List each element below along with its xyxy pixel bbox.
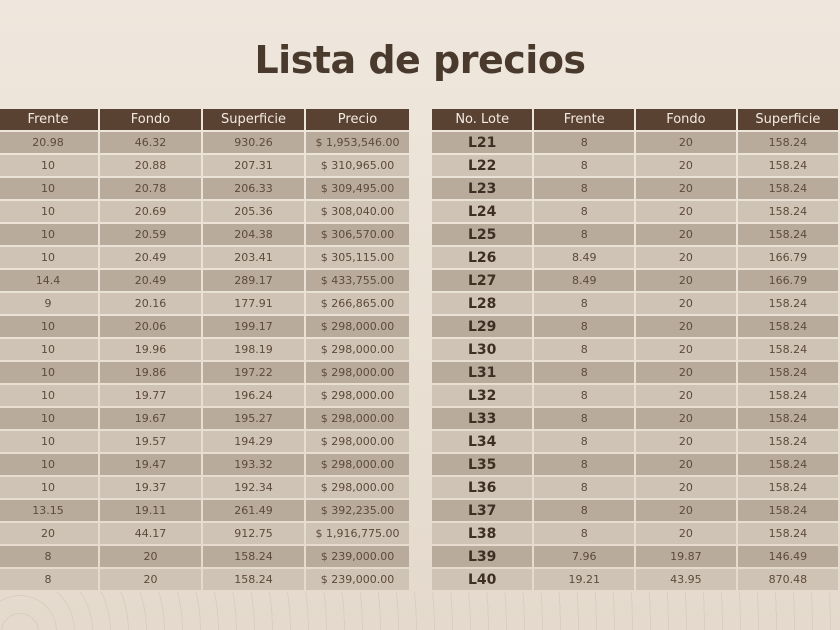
table-cell: 912.75: [203, 523, 304, 544]
table-cell: 8: [534, 293, 634, 314]
table-cell: 20.88: [100, 155, 201, 176]
table-cell: $ 298,000.00: [306, 431, 409, 452]
table-cell: 13.15: [0, 500, 98, 521]
table-cell: 19.11: [100, 500, 201, 521]
table-cell: 20.78: [100, 178, 201, 199]
table-cell: 166.79: [738, 270, 838, 291]
table-cell: 20.49: [100, 247, 201, 268]
table-row: [0, 454, 409, 475]
page-title: Lista de precios: [254, 38, 586, 82]
table-cell: 8: [534, 132, 634, 153]
table-cell: 8.49: [534, 270, 634, 291]
table-cell: 14.4: [0, 270, 98, 291]
table-cell: 10: [0, 316, 98, 337]
table-cell: L40: [432, 569, 532, 590]
table-cell: 158.24: [738, 293, 838, 314]
table-row: [0, 431, 409, 452]
table-row: [0, 132, 409, 153]
table-row: [0, 546, 409, 567]
table-row: [432, 224, 838, 245]
table-cell: 20: [636, 293, 736, 314]
table-cell: $ 239,000.00: [306, 546, 409, 567]
table-cell: 20: [636, 431, 736, 452]
table-cell: 158.24: [738, 339, 838, 360]
table-cell: L33: [432, 408, 532, 429]
table-cell: 10: [0, 431, 98, 452]
table-cell: 158.24: [203, 546, 304, 567]
table-cell: 203.41: [203, 247, 304, 268]
table-cell: 158.24: [738, 201, 838, 222]
table-cell: 20: [636, 385, 736, 406]
table-cell: L39: [432, 546, 532, 567]
table-cell: L32: [432, 385, 532, 406]
column-header-fondo: Fondo: [636, 109, 736, 130]
table-cell: L22: [432, 155, 532, 176]
table-cell: 166.79: [738, 247, 838, 268]
table-cell: 8: [534, 224, 634, 245]
table-cell: 19.67: [100, 408, 201, 429]
table-cell: 19.87: [636, 546, 736, 567]
table-cell: 8: [534, 408, 634, 429]
table-cell: 19.21: [534, 569, 634, 590]
table-cell: L21: [432, 132, 532, 153]
table-cell: 930.26: [203, 132, 304, 153]
table-row: [0, 500, 409, 521]
table-row: [0, 178, 409, 199]
table-cell: $ 298,000.00: [306, 408, 409, 429]
table-cell: 20.98: [0, 132, 98, 153]
table-cell: 8: [0, 569, 98, 590]
table-cell: 10: [0, 178, 98, 199]
table-row: [0, 385, 409, 406]
table-cell: 8: [534, 385, 634, 406]
table-row: [0, 339, 409, 360]
table-row: [0, 293, 409, 314]
table-row: [432, 500, 838, 521]
table-cell: 205.36: [203, 201, 304, 222]
table-cell: 8: [534, 523, 634, 544]
table-cell: 158.24: [738, 362, 838, 383]
table-row: [0, 201, 409, 222]
table-cell: 158.24: [203, 569, 304, 590]
table-cell: 8.49: [534, 247, 634, 268]
table-row: [0, 523, 409, 544]
table-row: [432, 454, 838, 475]
table-cell: 20: [636, 224, 736, 245]
table-cell: L38: [432, 523, 532, 544]
table-cell: 19.77: [100, 385, 201, 406]
table-cell: 19.37: [100, 477, 201, 498]
table-cell: 8: [0, 546, 98, 567]
table-cell: 8: [534, 178, 634, 199]
table-cell: 8: [534, 362, 634, 383]
table-cell: $ 433,755.00: [306, 270, 409, 291]
table-cell: L28: [432, 293, 532, 314]
table-row: [0, 316, 409, 337]
column-header-no-lote: No. Lote: [432, 109, 532, 130]
table-cell: 870.48: [738, 569, 838, 590]
table-cell: 197.22: [203, 362, 304, 383]
table-cell: $ 239,000.00: [306, 569, 409, 590]
column-header-superficie: Superficie: [738, 109, 838, 130]
table-cell: 8: [534, 155, 634, 176]
table-row: [0, 155, 409, 176]
table-cell: 10: [0, 408, 98, 429]
table-cell: 9: [0, 293, 98, 314]
table-cell: 8: [534, 454, 634, 475]
table-cell: $ 309,495.00: [306, 178, 409, 199]
table-cell: 10: [0, 201, 98, 222]
table-cell: $ 298,000.00: [306, 339, 409, 360]
table-cell: 20.16: [100, 293, 201, 314]
table-cell: 10: [0, 155, 98, 176]
table-row: [0, 224, 409, 245]
table-row: [432, 132, 838, 153]
table-cell: $ 266,865.00: [306, 293, 409, 314]
table-cell: 194.29: [203, 431, 304, 452]
table-cell: 192.34: [203, 477, 304, 498]
table-cell: 20: [636, 339, 736, 360]
table-cell: 20: [636, 270, 736, 291]
table-cell: 8: [534, 500, 634, 521]
table-cell: 146.49: [738, 546, 838, 567]
table-cell: 20.69: [100, 201, 201, 222]
table-row: [432, 385, 838, 406]
table-cell: 158.24: [738, 385, 838, 406]
table-cell: $ 298,000.00: [306, 362, 409, 383]
table-row: [432, 546, 838, 567]
table-row: [432, 178, 838, 199]
table-cell: 261.49: [203, 500, 304, 521]
table-cell: 158.24: [738, 523, 838, 544]
table-cell: 20: [636, 178, 736, 199]
table-row: [432, 155, 838, 176]
table-cell: 196.24: [203, 385, 304, 406]
decorative-pattern: [0, 592, 840, 630]
table-row: [0, 408, 409, 429]
table-cell: $ 306,570.00: [306, 224, 409, 245]
table-cell: 204.38: [203, 224, 304, 245]
table-cell: $ 308,040.00: [306, 201, 409, 222]
table-header-row: [0, 109, 409, 130]
table-cell: 10: [0, 362, 98, 383]
table-row: [432, 247, 838, 268]
table-cell: 198.19: [203, 339, 304, 360]
table-cell: 20: [636, 316, 736, 337]
table-cell: 20: [636, 500, 736, 521]
column-header-fondo: Fondo: [100, 109, 201, 130]
table-cell: 20: [636, 247, 736, 268]
table-cell: 20: [636, 132, 736, 153]
table-row: [432, 316, 838, 337]
table-row: [0, 270, 409, 291]
table-cell: 43.95: [636, 569, 736, 590]
table-cell: 8: [534, 201, 634, 222]
table-cell: 158.24: [738, 132, 838, 153]
table-row: [432, 408, 838, 429]
table-row: [432, 362, 838, 383]
table-cell: $ 305,115.00: [306, 247, 409, 268]
table-cell: 158.24: [738, 316, 838, 337]
table-cell: 20: [0, 523, 98, 544]
table-cell: L26: [432, 247, 532, 268]
column-header-precio: Precio: [306, 109, 409, 130]
table-cell: 8: [534, 339, 634, 360]
table-cell: L35: [432, 454, 532, 475]
table-row: [432, 523, 838, 544]
price-table-left: [0, 107, 411, 592]
table-cell: 158.24: [738, 431, 838, 452]
table-cell: 19.96: [100, 339, 201, 360]
table-cell: 10: [0, 454, 98, 475]
column-header-frente: Frente: [534, 109, 634, 130]
table-cell: $ 392,235.00: [306, 500, 409, 521]
table-cell: $ 310,965.00: [306, 155, 409, 176]
table-cell: 158.24: [738, 477, 838, 498]
table-cell: 158.24: [738, 224, 838, 245]
table-cell: 199.17: [203, 316, 304, 337]
table-row: [0, 362, 409, 383]
column-header-superficie: Superficie: [203, 109, 304, 130]
table-cell: 195.27: [203, 408, 304, 429]
table-cell: 19.57: [100, 431, 201, 452]
table-cell: 20: [636, 477, 736, 498]
table-cell: L23: [432, 178, 532, 199]
table-row: [432, 201, 838, 222]
table-cell: 20: [636, 155, 736, 176]
table-row: [432, 339, 838, 360]
table-cell: 10: [0, 247, 98, 268]
table-cell: 158.24: [738, 155, 838, 176]
table-cell: 8: [534, 477, 634, 498]
table-row: [0, 569, 409, 590]
table-cell: L34: [432, 431, 532, 452]
table-cell: L25: [432, 224, 532, 245]
table-cell: 158.24: [738, 500, 838, 521]
table-cell: $ 298,000.00: [306, 454, 409, 475]
table-row: [0, 247, 409, 268]
table-cell: L30: [432, 339, 532, 360]
price-table-right: [430, 107, 840, 592]
table-cell: 158.24: [738, 408, 838, 429]
table-cell: 20: [636, 523, 736, 544]
table-cell: L24: [432, 201, 532, 222]
table-cell: $ 298,000.00: [306, 316, 409, 337]
table-cell: 10: [0, 339, 98, 360]
table-cell: L31: [432, 362, 532, 383]
table-cell: 20.06: [100, 316, 201, 337]
table-row: [432, 477, 838, 498]
table-row: [432, 569, 838, 590]
table-cell: 158.24: [738, 178, 838, 199]
table-cell: $ 1,953,546.00: [306, 132, 409, 153]
table-cell: $ 298,000.00: [306, 477, 409, 498]
column-header-frente: Frente: [0, 109, 98, 130]
table-row: [432, 293, 838, 314]
table-cell: 20: [636, 408, 736, 429]
table-cell: 10: [0, 477, 98, 498]
table-cell: L29: [432, 316, 532, 337]
table-cell: 19.86: [100, 362, 201, 383]
table-cell: L36: [432, 477, 532, 498]
table-header-row: [432, 109, 838, 130]
table-cell: 10: [0, 224, 98, 245]
table-row: [432, 270, 838, 291]
table-cell: 193.32: [203, 454, 304, 475]
table-cell: L37: [432, 500, 532, 521]
table-cell: 46.32: [100, 132, 201, 153]
table-cell: 8: [534, 316, 634, 337]
table-cell: $ 298,000.00: [306, 385, 409, 406]
table-cell: 207.31: [203, 155, 304, 176]
table-cell: 20.49: [100, 270, 201, 291]
table-cell: 206.33: [203, 178, 304, 199]
table-cell: 177.91: [203, 293, 304, 314]
table-cell: 20: [636, 454, 736, 475]
table-cell: 20: [100, 546, 201, 567]
table-cell: 19.47: [100, 454, 201, 475]
table-cell: 10: [0, 385, 98, 406]
table-cell: 20.59: [100, 224, 201, 245]
table-cell: 158.24: [738, 454, 838, 475]
table-cell: 20: [636, 362, 736, 383]
table-cell: 289.17: [203, 270, 304, 291]
table-row: [432, 431, 838, 452]
table-row: [0, 477, 409, 498]
table-cell: 8: [534, 431, 634, 452]
table-cell: 7.96: [534, 546, 634, 567]
table-cell: 44.17: [100, 523, 201, 544]
table-cell: 20: [100, 569, 201, 590]
table-cell: $ 1,916,775.00: [306, 523, 409, 544]
table-cell: L27: [432, 270, 532, 291]
table-cell: 20: [636, 201, 736, 222]
